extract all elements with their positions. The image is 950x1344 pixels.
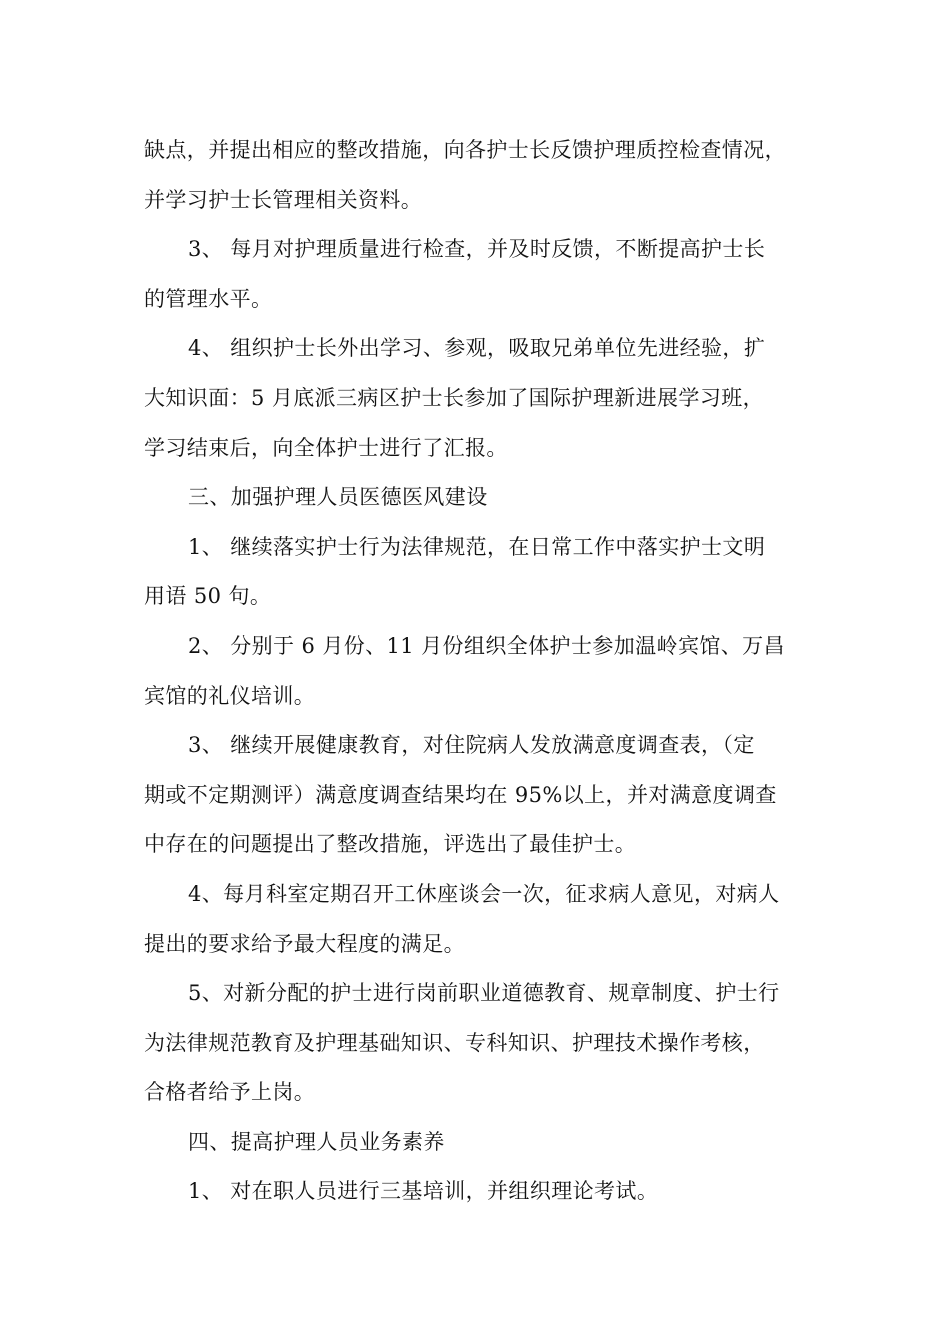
paragraph xyxy=(144,225,809,324)
text-line: 期或不定期测评）满意度调查结果均在 95%以上，并对满意度调查 xyxy=(144,782,777,807)
text-line: 三、加强护理人员医德医风建设 xyxy=(188,485,488,510)
paragraph xyxy=(144,523,809,622)
text-line: 3、 每月对护理质量进行检查，并及时反馈，不断提高护士长 xyxy=(188,237,766,262)
section-heading xyxy=(144,1118,809,1168)
text-line: 合格者给予上岗。 xyxy=(144,1080,316,1105)
paragraph xyxy=(144,622,809,721)
text-line: 提出的要求给予最大程度的满足。 xyxy=(144,931,465,956)
text-line: 4、每月科室定期召开工休座谈会一次，征求病人意见，对病人 xyxy=(188,881,780,906)
text-line: 1、 继续落实护士行为法律规范，在日常工作中落实护士文明 xyxy=(188,534,766,559)
text-line: 四、提高护理人员业务素养 xyxy=(188,1129,445,1154)
text-line: 宾馆的礼仪培训。 xyxy=(144,683,316,708)
paragraph xyxy=(144,721,809,870)
paragraph xyxy=(144,324,809,473)
text-line: 中存在的问题提出了整改措施，评选出了最佳护士。 xyxy=(144,832,637,857)
text-line: 学习结束后，向全体护士进行了汇报。 xyxy=(144,435,508,460)
text-line: 用语 50 句。 xyxy=(144,584,272,609)
paragraph xyxy=(144,870,809,969)
text-line: 5、对新分配的护士进行岗前职业道德教育、规章制度、护士行 xyxy=(188,981,780,1006)
text-line: 为法律规范教育及护理基础知识、专科知识、护理技术操作考核， xyxy=(144,1030,765,1055)
text-line: 大知识面：5 月底派三病区护士长参加了国际护理新进展学习班， xyxy=(144,385,765,410)
text-line: 4、 组织护士长外出学习、参观，吸取兄弟单位先进经验，扩 xyxy=(188,336,766,361)
paragraph xyxy=(144,969,809,1118)
section-heading xyxy=(144,473,809,523)
text-line: 并学习护士长管理相关资料。 xyxy=(144,187,423,212)
text-line: 3、 继续开展健康教育，对住院病人发放满意度调查表，（定 xyxy=(188,733,755,758)
paragraph xyxy=(144,1167,809,1217)
paragraph xyxy=(144,126,809,225)
text-line: 1、 对在职人员进行三基培训，并组织理论考试。 xyxy=(188,1179,659,1204)
text-line: 缺点，并提出相应的整改措施，向各护士长反馈护理质控检查情况， xyxy=(144,138,786,162)
text-line: 2、 分别于 6 月份、11 月份组织全体护士参加温岭宾馆、万昌 xyxy=(188,633,785,658)
document-body xyxy=(144,126,809,1217)
text-line: 的管理水平。 xyxy=(144,286,273,311)
